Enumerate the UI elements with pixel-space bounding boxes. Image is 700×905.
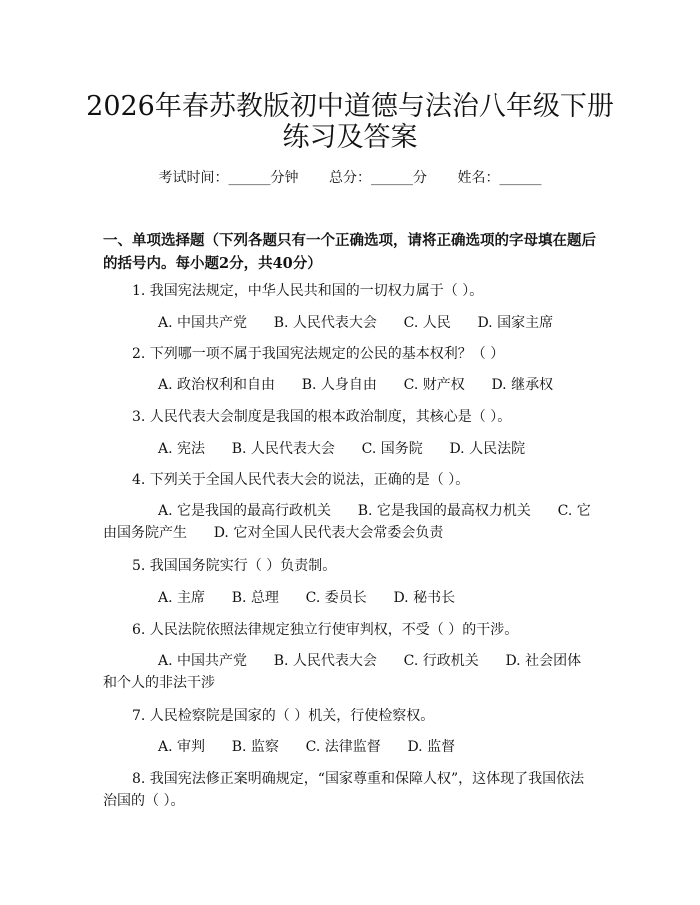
question-4-option-d: D. 它对全国人民代表大会常委会负责 <box>213 525 444 541</box>
exam-time-label: 考试时间：______分钟 <box>158 170 299 186</box>
exam-meta <box>0 168 700 188</box>
question-1-option-b: B. 人民代表大会 <box>273 315 377 331</box>
question-7-option-b: B. 监察 <box>231 739 279 755</box>
question-5-options <box>103 587 595 609</box>
question-2-option-c: C. 财产权 <box>403 377 465 393</box>
question-4-option-c: C. 它由国务院产生 <box>103 503 591 541</box>
question-2-option-a: A. 政治权利和自由 <box>158 377 276 393</box>
question-6-stem: 6. 人民法院依照法律规定独立行使审判权，不受（ ）的干涉。 <box>132 622 519 638</box>
question-8-stem: 8. 我国宪法修正案明确规定，“国家尊重和保障人权”，这体现了我国依法治国的（ ）。 <box>103 771 585 809</box>
question-1-option-c: C. 人民 <box>403 315 451 331</box>
question-5-option-a: A. 主席 <box>158 590 206 606</box>
question-3-option-d: D. 人民法院 <box>449 441 526 457</box>
question-4-stem: 4. 下列关于全国人民代表大会的说法，正确的是（ ）。 <box>132 472 470 488</box>
question-4-option-a: A. 它是我国的最高行政机关 <box>158 503 332 519</box>
question-3-option-c: C. 国务院 <box>361 441 423 457</box>
question-6-option-a: A. 中国共产党 <box>158 653 248 669</box>
question-3-option-b: B. 人民代表大会 <box>231 441 335 457</box>
question-7-option-c: C. 法律监督 <box>305 739 381 755</box>
question-6-option-b: B. 人民代表大会 <box>273 653 377 669</box>
section-heading-single-choice: 一、单项选择题（下列各题只有一个正确选项，请将正确选项的字母填在题后的括号内。每小题2分，共40分） <box>103 232 596 272</box>
question-5-option-d: D. 秘书长 <box>393 590 456 606</box>
question-3-stem: 3. 人民代表大会制度是我国的根本政治制度，其核心是（ ）。 <box>132 409 512 425</box>
question-3-option-a: A. 宪法 <box>158 441 206 457</box>
question-4-options <box>103 500 595 544</box>
question-7-options <box>103 736 595 758</box>
question-6-option-d: D. 社会团体和个人的非法干涉 <box>103 653 582 691</box>
question-5-stem: 5. 我国国务院实行（ ）负责制。 <box>132 558 337 574</box>
document-title-line2: 练习及答案 <box>282 122 418 153</box>
question-5-option-c: C. 委员长 <box>305 590 367 606</box>
question-1-option-a: A. 中国共产党 <box>158 315 248 331</box>
question-2-option-b: B. 人身自由 <box>301 377 377 393</box>
question-7-stem: 7. 人民检察院是国家的（ ）机关，行使检察权。 <box>132 708 435 724</box>
question-2-stem: 2. 下列哪一项不属于我国宪法规定的公民的基本权利？（ ） <box>132 346 505 362</box>
student-name-label: 姓名：______ <box>457 170 542 186</box>
total-score-label: 总分：______分 <box>329 170 427 186</box>
question-2-options <box>103 374 595 396</box>
question-2-option-d: D. 继承权 <box>491 377 554 393</box>
question-6-option-c: C. 行政机关 <box>403 653 479 669</box>
question-1-option-d: D. 国家主席 <box>477 315 554 331</box>
question-6-options <box>103 650 595 694</box>
document-title-line1: 2026年春苏教版初中道德与法治八年级下册 <box>86 91 614 122</box>
question-5-option-b: B. 总理 <box>231 590 279 606</box>
question-1-stem: 1. 我国宪法规定，中华人民共和国的一切权力属于（ ）。 <box>132 283 484 299</box>
question-4-option-b: B. 它是我国的最高权力机关 <box>357 503 531 519</box>
question-1-options <box>103 312 595 334</box>
question-3-options <box>103 438 595 460</box>
question-7-option-d: D. 监督 <box>407 739 456 755</box>
question-7-option-a: A. 审判 <box>158 739 206 755</box>
